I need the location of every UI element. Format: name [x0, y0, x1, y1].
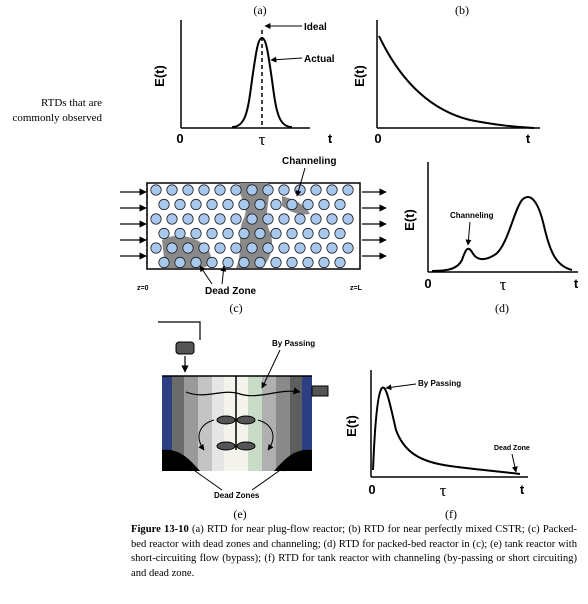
packing-bead: [311, 243, 321, 253]
packing-bead: [263, 214, 273, 224]
c-inlet-arrows: [120, 192, 146, 256]
d-x0: 0: [424, 276, 432, 291]
b-decay-curve: [379, 36, 534, 128]
packing-bead: [303, 199, 313, 209]
e-feed-pipe: [158, 322, 200, 340]
packing-bead: [343, 214, 353, 224]
packing-bead: [279, 243, 289, 253]
figure-number: Figure 13-10: [131, 524, 189, 535]
figure-caption: [131, 523, 577, 581]
packing-bead: [183, 243, 193, 253]
panel-b: [352, 3, 540, 146]
packing-bead: [199, 214, 209, 224]
c-channeling-label: Channeling: [282, 156, 337, 167]
a-ylabel: E(t): [152, 65, 167, 87]
packing-bead: [207, 228, 217, 238]
packing-bead: [167, 185, 177, 195]
panel-e-label: (e): [233, 507, 247, 521]
packing-bead: [215, 243, 225, 253]
packing-bead: [231, 243, 241, 253]
packing-bead: [263, 243, 273, 253]
packing-bead: [223, 199, 233, 209]
panel-d-label: (d): [495, 301, 509, 315]
e-dead-zones-label: Dead Zones: [214, 491, 260, 500]
packing-bead: [199, 243, 209, 253]
panel-b-label: (b): [455, 3, 469, 17]
packing-bead: [223, 228, 233, 238]
a-actual-arrow: [271, 58, 302, 60]
packing-bead: [327, 185, 337, 195]
packing-bead: [271, 199, 281, 209]
f-by-passing-label: By Passing: [418, 379, 462, 388]
caption-text: (a) RTD for near plug-flow reactor; (b) RTD for near perfectly mixed CSTR; (c) Packed-bed reactor with dead zones and channeling; (d) RTD for packed-bed reactor in (c); (e) tank reactor with short-circuiting flow (bypass); (f) RTD for tank reactor with channeling (by-passing or short circuiting) and dead zone.: [131, 524, 577, 579]
packing-bead: [335, 199, 345, 209]
packing-bead: [191, 199, 201, 209]
c-dead-zone-center: [236, 183, 272, 268]
a-t: t: [327, 131, 333, 146]
panel-c: [120, 156, 386, 315]
packing-bead: [327, 214, 337, 224]
a-actual-label: Actual: [304, 54, 335, 65]
b-t: t: [525, 131, 531, 146]
c-dead-zone-label: Dead Zone: [205, 286, 257, 297]
packing-bead: [343, 185, 353, 195]
d-channeling-arrow: [468, 222, 470, 245]
packing-bead: [231, 214, 241, 224]
d-ylabel: E(t): [402, 209, 417, 231]
e-impeller-blade: [237, 416, 255, 424]
packing-bead: [319, 199, 329, 209]
packing-bead: [319, 257, 329, 267]
packing-bead: [271, 228, 281, 238]
packing-bead: [247, 243, 257, 253]
packing-bead: [175, 228, 185, 238]
packing-bead: [335, 228, 345, 238]
d-t: t: [573, 276, 579, 291]
packing-bead: [207, 257, 217, 267]
f-ylabel: E(t): [344, 415, 359, 437]
packing-bead: [311, 214, 321, 224]
e-tank-band: [198, 376, 212, 471]
packing-bead: [239, 199, 249, 209]
packing-bead: [279, 214, 289, 224]
packing-bead: [159, 257, 169, 267]
packing-bead: [167, 214, 177, 224]
packing-bead: [191, 228, 201, 238]
packing-bead: [151, 214, 161, 224]
packing-bead: [327, 243, 337, 253]
panel-e: [158, 322, 328, 521]
c-outlet-arrows: [362, 192, 386, 256]
packing-bead: [231, 185, 241, 195]
b-x0: 0: [374, 131, 382, 146]
f-tau: τ: [439, 481, 447, 500]
packing-bead: [239, 228, 249, 238]
e-tank-band: [184, 376, 198, 471]
e-by-passing-label: By Passing: [272, 339, 316, 348]
packing-bead: [287, 228, 297, 238]
e-impeller-blade: [237, 442, 255, 450]
panel-d: [402, 162, 579, 315]
packing-bead: [183, 214, 193, 224]
d-channeling-label: Channeling: [450, 211, 494, 220]
f-dead-zone-arrow: [512, 454, 516, 472]
packing-bead: [311, 185, 321, 195]
packing-bead: [151, 243, 161, 253]
packing-bead: [287, 199, 297, 209]
panel-a-label: (a): [253, 3, 267, 17]
c-zL: z=L: [350, 285, 362, 292]
packing-bead: [255, 199, 265, 209]
packing-bead: [183, 185, 193, 195]
packing-bead: [167, 243, 177, 253]
f-dead-zone-label: Dead Zone: [494, 445, 530, 452]
panel-f-label: (f): [445, 507, 457, 521]
packing-bead: [271, 257, 281, 267]
panel-a: [152, 3, 335, 149]
d-rtd-curve: [432, 197, 572, 271]
packing-bead: [279, 185, 289, 195]
packing-bead: [303, 228, 313, 238]
packing-bead: [303, 257, 313, 267]
f-t: t: [519, 482, 525, 497]
packing-bead: [247, 185, 257, 195]
packing-bead: [159, 228, 169, 238]
packing-bead: [255, 257, 265, 267]
e-impeller-blade: [217, 416, 235, 424]
side-note: RTDs that are commonly observed: [12, 97, 102, 124]
packing-bead: [215, 214, 225, 224]
a-tau: τ: [258, 130, 266, 149]
e-tank-band: [276, 376, 290, 471]
packing-bead: [199, 185, 209, 195]
a-ideal-label: Ideal: [304, 22, 327, 33]
f-by-passing-arrow: [386, 384, 416, 388]
packing-bead: [215, 185, 225, 195]
e-outlet: [312, 386, 328, 396]
packing-bead: [247, 214, 257, 224]
packing-bead: [343, 243, 353, 253]
f-x0: 0: [368, 482, 376, 497]
packing-bead: [319, 228, 329, 238]
b-ylabel: E(t): [352, 65, 367, 87]
packing-bead: [175, 199, 185, 209]
d-tau: τ: [499, 275, 507, 294]
panel-c-label: (c): [229, 301, 243, 315]
packing-bead: [207, 199, 217, 209]
packing-bead: [255, 228, 265, 238]
f-rtd-curve: [373, 387, 520, 474]
c-z0: z=0: [137, 285, 149, 292]
panel-f: [344, 370, 530, 521]
packing-bead: [191, 257, 201, 267]
a-x0: 0: [176, 131, 184, 146]
packing-bead: [239, 257, 249, 267]
packing-bead: [295, 243, 305, 253]
packing-bead: [151, 185, 161, 195]
packing-bead: [295, 214, 305, 224]
packing-bead: [175, 257, 185, 267]
packing-bead: [335, 257, 345, 267]
packing-bead: [159, 199, 169, 209]
e-feed-nozzle: [176, 342, 194, 354]
packing-bead: [263, 185, 273, 195]
e-impeller-blade: [217, 442, 235, 450]
e-tank-band: [262, 376, 276, 471]
packing-bead: [287, 257, 297, 267]
